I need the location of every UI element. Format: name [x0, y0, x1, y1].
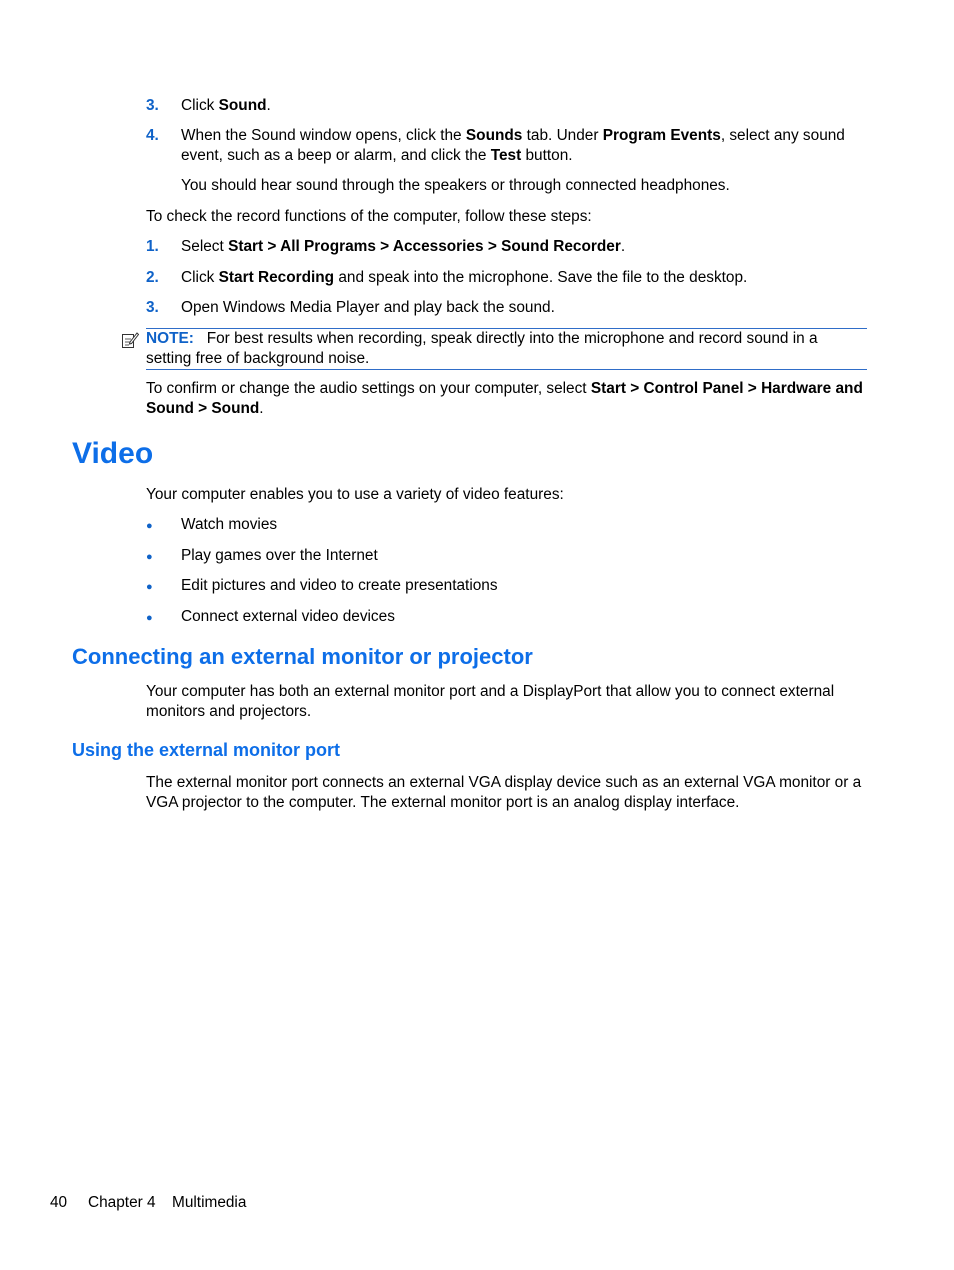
step-number: 3.	[146, 97, 159, 114]
section-heading: Connecting an external monitor or projector	[72, 644, 533, 669]
step-text: Click Start Recording and speak into the microphone. Save the file to the desktop.	[181, 269, 748, 286]
list-item: Watch movies	[181, 516, 278, 533]
step-number: 1.	[146, 238, 159, 255]
note-text: NOTE: For best results when recording, speak directly into the microphone and record sound in a setting free of background noise.	[146, 330, 818, 367]
bullet-icon: ●	[146, 612, 153, 624]
list-item: Play games over the Internet	[181, 547, 378, 564]
step-text: Select Start > All Programs > Accessories > Sound Recorder.	[181, 238, 626, 255]
section-paragraph: Your computer has both an external monitor port and a DisplayPort that allow you to connect external monitors and projectors.	[146, 683, 835, 720]
step-text: When the Sound window opens, click the Sounds tab. Under Program Events, select any sound event, such as a beep or alarm, and click the Test button.	[181, 127, 845, 164]
step-text: Click Sound.	[181, 97, 271, 114]
video-intro: Your computer enables you to use a variety of video features:	[146, 486, 564, 503]
step-followup: You should hear sound through the speakers or through connected headphones.	[181, 177, 730, 194]
bullet-icon: ●	[146, 520, 153, 532]
page-number: 40	[50, 1194, 68, 1211]
note-icon	[121, 331, 139, 349]
list-item: Connect external video devices	[181, 608, 395, 625]
video-heading: Video	[72, 437, 154, 470]
record-intro: To check the record functions of the computer, follow these steps:	[146, 208, 592, 225]
confirm-paragraph: To confirm or change the audio settings on your computer, select Start > Control Panel > Hardware and Sound > Sound.	[146, 380, 863, 417]
footer-chapter: Chapter 4	[88, 1194, 156, 1211]
step-number: 4.	[146, 127, 159, 144]
bullet-icon: ●	[146, 581, 153, 593]
step-number: 3.	[146, 299, 159, 316]
note-label: NOTE:	[146, 330, 194, 347]
subsection-paragraph: The external monitor port connects an external VGA display device such as an external VGA monitor or a VGA projector to the computer. The external monitor port is an analog display interface.	[146, 774, 862, 811]
step-text: Open Windows Media Player and play back the sound.	[181, 299, 555, 316]
list-item: Edit pictures and video to create presentations	[181, 577, 498, 594]
bullet-icon: ●	[146, 551, 153, 563]
step-number: 2.	[146, 269, 159, 286]
footer-title: Multimedia	[172, 1194, 247, 1211]
subsection-heading: Using the external monitor port	[72, 740, 341, 760]
